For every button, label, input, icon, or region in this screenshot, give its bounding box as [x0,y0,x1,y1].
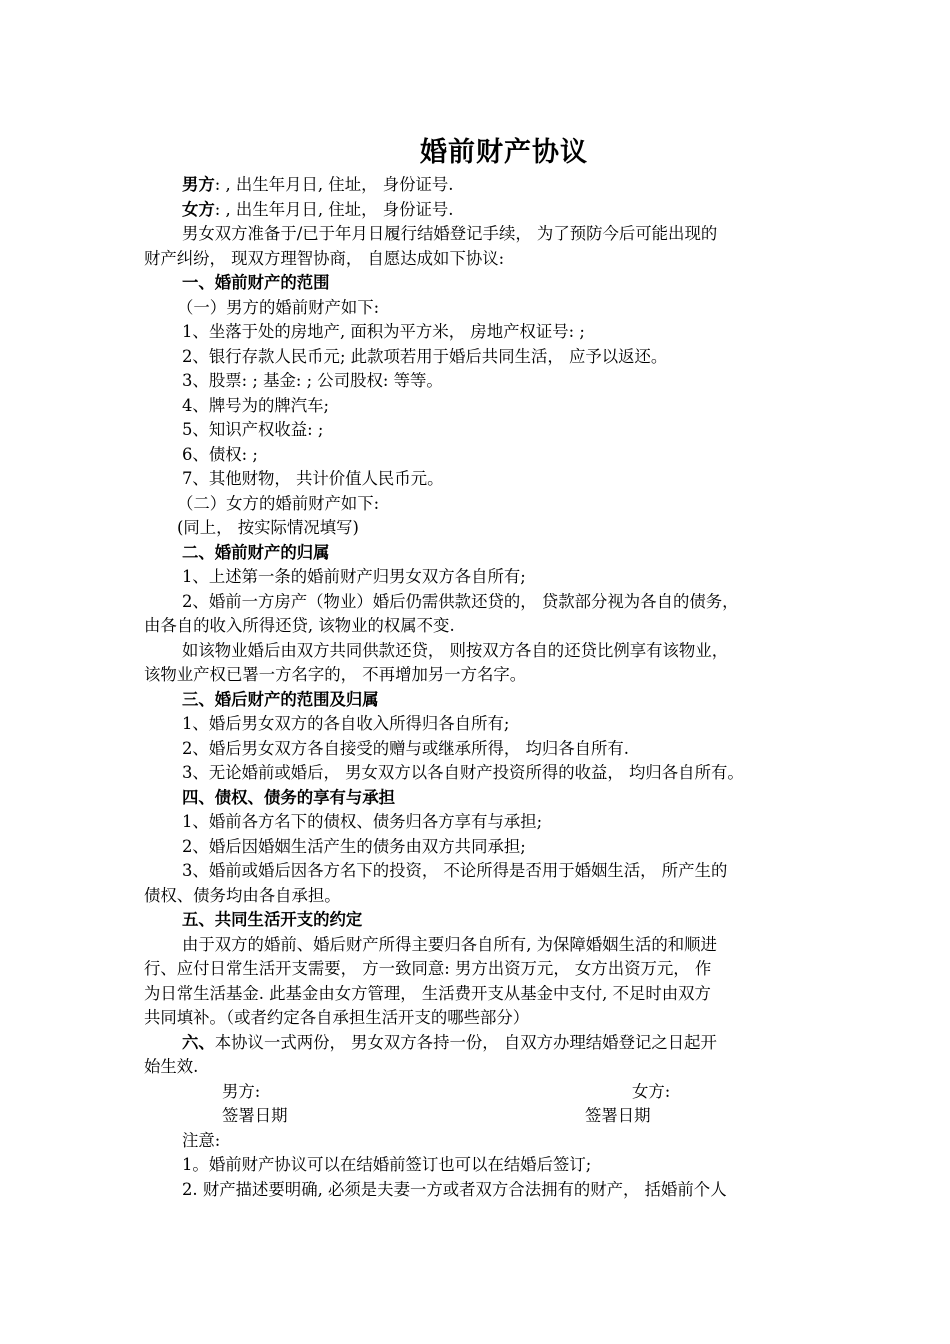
female-info: : , 出生年月日, 住址， 身份证号. [214,199,454,219]
s1-item: 2、银行存款人民币元; 此款项若用于婚后共同生活， 应予以返还。 [182,346,668,366]
s1-item: 3、股票: ; 基金: ; 公司股权: 等等。 [182,371,443,390]
s5-para-line-4: 共同填补。（或者约定各自承担生活开支的哪些部分） [144,1008,530,1027]
note-item: 2. 财产描述要明确, 必须是夫妻一方或者双方合法拥有的财产， 括婚前个人 [182,1179,727,1199]
s1-item: 5、知识产权收益: ; [182,420,324,439]
note-item: 1。婚前财产协议可以在结婚前签订也可以在结婚后签订; [182,1155,592,1174]
intro-line-2: 财产纠纷， 现双方理智协商， 自愿达成如下协议: [144,248,505,268]
section-1-sub-male: （一）男方的婚前财产如下: [177,297,380,317]
signature-row [144,1080,816,1105]
s2-para-2-line-2: 由各自的收入所得还贷, 该物业的权属不变. [144,616,455,635]
s1-item: 6、债权: ; [182,444,258,464]
female-sign-date-label: 签署日期 [585,1106,651,1125]
s3-item: 1、婚后男女双方的各自收入所得归各自所有; [182,714,510,733]
document-title: 婚前财产协议 [420,137,588,168]
document-body [144,173,816,1202]
s4-para-3-line-1: 3、婚前或婚后因各方名下的投资， 不论所得是否用于婚姻生活， 所产生的 [182,861,728,880]
female-label: 女方 [182,199,215,219]
s2-para-1: 1、上述第一条的婚前财产归男女双方各自所有; [182,567,526,586]
s2-para-3-line-1: 如该物业婚后由双方共同供款还贷， 则按双方各自的还贷比例享有该物业， [182,640,729,660]
s3-item: 3、无论婚前或婚后， 男女双方以各自财产投资所得的收益， 均归各自所有。 [182,763,744,782]
s4-para-2: 2、婚后因婚姻生活产生的债务由双方共同承担; [182,836,526,856]
section-4-heading: 四、债权、债务的享有与承担 [182,787,396,807]
s4-para-3-line-2: 债权、债务均由各自承担。 [144,885,341,905]
s4-para-1: 1、婚前各方名下的债权、债务归各方享有与承担; [182,812,543,831]
section-1-heading: 一、婚前财产的范围 [182,273,330,292]
s1-item: 7、其他财物， 共计价值人民币元。 [182,469,444,488]
section-6-line-1 [144,1031,816,1056]
s5-para-line-2: 行、应付日常生活开支需要， 方一致同意: 男方出资万元， 女方出资万元， 作 [144,959,712,978]
section-5-heading: 五、共同生活开支的约定 [182,910,363,929]
s3-item: 2、婚后男女双方各自接受的赠与或继承所得， 均归各自所有. [182,738,630,758]
s5-para-line-3: 为日常生活基金. 此基金由女方管理， 生活费开支从基金中支付, 不足时由双方 [144,983,711,1003]
s5-para-line-1: 由于双方的婚前、婚后财产所得主要归各自所有, 为保障婚姻生活的和顺进 [182,934,717,954]
section-6-line-2: 始生效. [144,1057,199,1076]
notes-label: 注意: [182,1130,221,1150]
male-signature-label: 男方: [222,1081,261,1101]
section-3-heading: 三、婚后财产的范围及归属 [182,689,379,709]
male-info: : , 出生年月日, 住址， 身份证号. [214,175,454,194]
s1-item: 4、牌号为的牌汽车; [182,395,330,415]
female-party-line [144,198,816,223]
s2-para-3-line-2: 该物业产权已署一方名字的， 不再增加另一方名字。 [144,665,527,684]
female-signature-label: 女方: [632,1081,671,1101]
male-sign-date-label: 签署日期 [222,1106,288,1125]
male-party-line [144,173,816,198]
section-2-heading: 二、婚前财产的归属 [182,542,330,562]
s2-para-2-line-1: 2、婚前一方房产（物业）婚后仍需供款还贷的， 贷款部分视为各自的债务， [182,591,739,611]
s1-item: 1、坐落于处的房地产, 面积为平方米， 房地产权证号: ; [182,322,585,341]
intro-line-1: 男女双方准备于/已于年月日履行结婚登记手续， 为了预防今后可能出现的 [182,224,718,243]
male-label: 男方 [182,175,215,194]
section-1-sub-female: （二）女方的婚前财产如下: [177,493,380,513]
section-1-sub-female-note: (同上， 按实际情况填写) [177,518,359,537]
section-6-heading: 六、 [182,1032,215,1052]
section-6-text: 本协议一式两份， 男女双方各持一份， 自双方办理结婚登记之日起开 [214,1032,717,1052]
signature-date-row [144,1104,816,1129]
